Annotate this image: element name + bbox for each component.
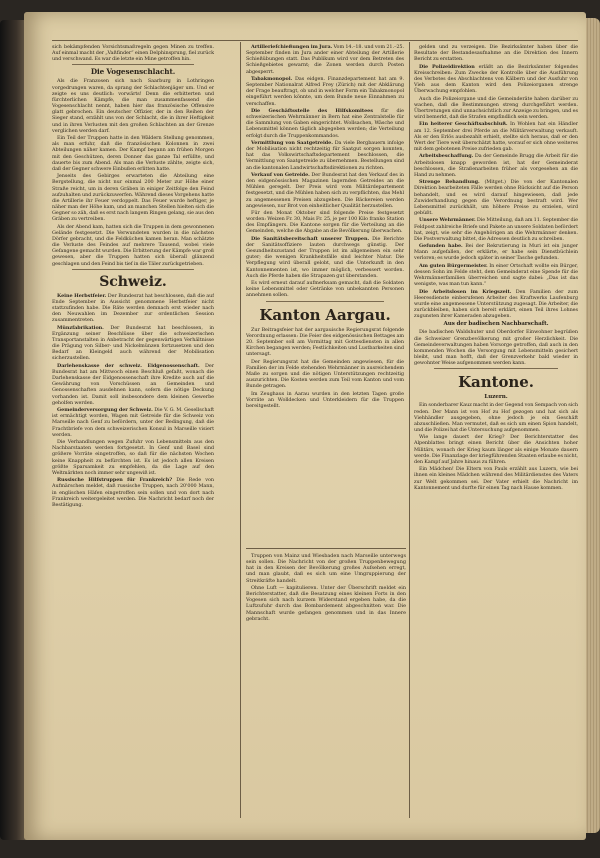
article-paragraph: Wie lange dauert der Krieg? Der Berichterstatter des Alpenblattes bringt einen Bericht über die Ansichten hoher Militärs, wonach der Krieg kaum länger als einige Monate dauern werde. Die Finanzlage der kriegführenden Staaten erlaube es nicht, den Kampf auf Jahre hinaus zu führen. — [414, 434, 578, 465]
top-rule — [52, 40, 578, 41]
news-item-keyword: Strenge Behandlung. — [419, 179, 480, 186]
news-item-keyword: Keine Herbstfeier. — [57, 292, 107, 299]
news-item — [52, 363, 214, 406]
news-item — [246, 108, 404, 139]
news-item-text: Der Bundesrat hat beschlossen, daß die auf Ende September in Aussicht genommene Herbstfeier nicht stattzufinden habe. Die Räte werden demnach erst wieder nach den Neuwahlen im Dezember zur ordentlichen Session zusammentreten. — [52, 292, 214, 324]
news-item-text: Der Bundesrat hat den Verkauf des in den eidgenössischen Magazinen lagernden Getreides an die Mühlen geregelt. Der Preis wird vom Militärdepartement festgesetzt, und die Mühlen haben sich zu verpflichten, das Mehl zu angemessenen Preisen abzugeben. Die Bäckereien werden angewiesen, nur Brot von einheitlicher Qualität herzustellen. — [246, 171, 404, 209]
news-item-text: Den Familien der zum Heeresdienste einberufenen Arbeiter des Kraftwerks Laufenburg wurde eine angemessene Unterstützung zugesagt. Die Arbeiter, die zurückbleiben, haben sich bereit erklärt, einen Teil ihres Lohnes zugunsten ihrer Kameraden abzugeben. — [414, 288, 578, 320]
news-item-text: Es wird erneut darauf aufmerksam gemacht, daß die Soldaten keine Lebensmittel oder Getränke von unbekannten Personen annehmen sollen. — [246, 280, 404, 299]
news-item-keyword: Die Polizeidirektion — [419, 63, 475, 70]
separator — [434, 368, 558, 369]
news-item-text: Für den Monat Oktober sind folgende Preise festgesetzt worden: Weizen Fr. 30, Mais Fr. 25, je per 100 Kilo franko Station des Empfängers. Die Kantone sorgen für die Verteilung an die Gemeinden, welche die Abgabe an die Bevölkerung überwachen. — [246, 210, 404, 235]
news-item — [414, 217, 578, 242]
news-item-keyword: Vermittlung von Saatgetreide. — [251, 139, 333, 146]
news-item — [246, 236, 404, 279]
article-paragraph: Jenseits des Gebirges erwarteten die Abteilung eine Bergstellung, die nicht nur einmal 200 Meter zur Höhe einer Straße reicht, um in deren Gräben in einiger Zeitfolge den Feind aufzuhalten und zurückzuwerfen. Während dieses Vorgehens hatte die Artillerie ihr Feuer verdoppelt. Das Feuer wurde heftiger, je näher man der Höhe kam, und an manchen Stellen hielten sich die Gegner so zäh, daß es erst nach langem Ringen gelang, sie aus den Gräben zu vertreiben. — [52, 173, 214, 223]
news-item-keyword: Darlehenskasse der schweiz. Eidgenossenschaft. — [57, 362, 200, 369]
news-item — [246, 44, 404, 75]
news-item-text: Der Bundesrat hat beschlossen, in Ergänzung seiner Beschlüsse über die schweizerischen Transportanstalten in Anbetracht der gegenwärtigen Verhältnisse die Prägung von Silber- und Nickelmünzen fortzusetzen und den Bedarf an Kleingeld auch während der Mobilisation sicherzustellen. — [52, 324, 214, 362]
separator — [266, 301, 384, 302]
article-paragraph: Ohne Luft — kapitulieren. Unter der Überschrift meldet ein Berichterstatter, daß die Besatzung eines kleinen Forts in den Vogesen sich nach kurzem Widerstand ergeben habe, da die Luftzufuhr durch das Bombardement abgeschnitten war. Die Mannschaft wurde gefangen genommen und in das Innere gebracht. — [246, 584, 406, 622]
article-paragraph: Die badischen Waldshuter und Oberdorfer Einwohner begrüßen die Schweizer Grenzbevölkerung mit großer Herzlichkeit. Die Gemeindeverwaltungen haben Vorsorge getroffen, daß auch in den kommenden Wochen die Versorgung mit Lebensmitteln gesichert bleibt, und man hofft, daß der Grenzverkehr bald wieder in gewohnter Weise aufgenommen werden kann. — [414, 329, 578, 367]
article-paragraph: Als der Abend kam, hatten sich die Truppen in dem gewonnenen Gelände festgesetzt. Die Verwundeten wurden in die nächsten Dörfer gebracht, und die Feldküchen kamen heran. Man schätzte die Verluste des Feindes auf mehrere Tausend, wobei viele Gefangene gemacht wurden. Die Erbitterung der Kämpfe war groß gewesen, aber die Truppen hatten sich überall glänzend geschlagen und den Feind bis tief in die Täler zurückgetrieben. — [52, 223, 214, 267]
news-item-text: Bei der Rekrutierung in Muri ist ein junger Mann aufgefallen, der erklärte, er habe sein Dienstbüchlein verloren; es wurde jedoch später in seiner Tasche gefunden. — [414, 243, 578, 262]
article-paragraph: Ein sonderbarer Kauz macht in der Gegend von Sempach von sich reden. Der Mann ist von Hof zu Hof gezogen und hat sich als Viehhändler ausgegeben, ohne jedoch je ein Geschäft abzuschließen. Man vermutet, daß es sich um einen Spion handelt, und die Polizei hat die Untersuchung aufgenommen. — [414, 402, 578, 433]
news-item — [52, 407, 214, 438]
article-title-nachbarschaft: Aus der badischen Nachbarschaft. — [443, 321, 549, 328]
news-item — [414, 121, 578, 152]
news-item — [52, 477, 214, 508]
column-1 — [52, 44, 214, 816]
news-item-keyword: Münzfabrikation. — [57, 324, 104, 331]
separator — [72, 269, 194, 270]
news-item — [414, 263, 578, 288]
subheading-luzern: Luzern. — [484, 394, 508, 401]
column-2-lower — [246, 553, 406, 816]
news-item — [246, 280, 404, 298]
news-item-text: Die Berichte der Sanitätsoffiziere lauten durchwegs günstig. Der Gesundheitszustand der Truppen ist im allgemeinen ein sehr guter; die wenigen Krankheitsfälle sind leichter Natur. Die Verpflegung wird überall gelobt, und die Unterkunft in den Kantonnementen ist, wo immer möglich, verbessert worden. Auch die Pferde haben die Strapazen gut überstanden. — [246, 235, 404, 279]
article-paragraph: Ein Teil der Truppen hatte in den Wäldern Stellung genommen, als man erfuhr, daß die französischen Kolonnen in zwei Abteilungen näher kamen. Der Kampf begann am frühen Morgen mit den Geschützen, deren Donner das ganze Tal erfüllte, und dauerte bis zum Abend. Als man die Verluste zählte, zeigte sich, daß der Gegner schwere Einbußen erlitten hatte. — [52, 135, 214, 172]
news-item-keyword: Russische Hilfstruppen für Frankreich? — [57, 477, 173, 484]
news-item — [246, 172, 404, 209]
news-item-text: In einer Ortschaft wollte ein Bürger, dessen Sohn im Felde steht, dem Gemeinderat eine Spende für die Wehrmännerfamilien überreichen und sagte dabei: „Das ist das wenigste, was man tun kann.“ — [414, 262, 578, 288]
news-item-keyword: Die Geschäftsstelle des Hilfskomitees — [251, 107, 373, 114]
news-item-text: für die schweizerischen Wehrmänner in Bern hat eine Zentralstelle für die Sammlung von Gaben eingerichtet. Wollsachen, Wäsche und Lebensmittel können täglich abgegeben werden; die Verteilung erfolgt durch die Truppenkommandos. — [246, 107, 404, 139]
news-item-keyword: Gefunden habe. — [419, 243, 463, 250]
article-title-vogesen: Die Vogesenschlacht. — [90, 67, 176, 77]
news-item — [246, 140, 404, 171]
news-item-keyword: Arbeitsbeschaffung. — [419, 153, 474, 160]
newspaper-page — [24, 12, 586, 840]
news-item-keyword: Verkauf von Getreide. — [251, 171, 310, 178]
article-paragraph: Zur Beitragsfeier hat der aargauische Regierungsrat folgende Verordnung erlassen: Die Feier des eidgenössischen Bettages am 20. September soll am Vormittag mit Gottesdiensten in allen Kirchen begangen werden; Festlichkeiten und Lustbarkeiten sind untersagt. — [246, 326, 404, 358]
column-2-rule — [246, 548, 406, 549]
column-rule-2 — [409, 42, 410, 818]
news-item — [414, 64, 578, 95]
news-item — [52, 439, 214, 476]
news-item-text: gelden und zu verzeigen. Die Bezirksämter haben über die Resultate der Bestandesaufnahme an die Direktion des Innern Bericht zu erstatten. — [414, 44, 578, 63]
news-item-text: Die Verhandlungen wegen Zufuhr von Lebensmitteln aus den Nachbarstaaten werden fortgesetzt. In Genf und Basel sind größere Vorräte eingetroffen, so daß für die nächsten Wochen keine Knappheit zu befürchten ist. Es ist jedoch allen Kreisen größte Sparsamkeit zu empfehlen, da die Lage auf den Weltmärkten noch immer sehr ungewiß ist. — [52, 439, 214, 476]
news-item-text: (Mitget.) Die von der Kantonalen Direktion bearbeiteten Fälle werden ohne Rücksicht auf die Person behandelt, und es wird darauf hingewiesen, daß jede Zuwiderhandlung gegen die Verordnung bestraft wird. Wer Lebensmittel zurückhält, um höhere Preise zu erzielen, wird gebüßt. — [414, 179, 578, 216]
section-heading-aargau: Kanton Aargau. — [259, 305, 391, 324]
intro-paragraph: sich bekämpfenden Vorsichtsmaßregeln gegen Minen zu treffen. Auf einmal macht der „Vaßfinder“ einen Delphinsprung, fiel zurück und verschwand. Es war die letzte ein Mine getroffen hin. — [52, 44, 214, 63]
news-item-text: Die Mitteilung, daß am 11. September die Feldpost zahlreiche Briefe und Pakete an unsere Soldaten befördert hat, zeigt, wie sehr die Angehörigen an die Wehrmänner denken. Die Postverwaltung bittet, die Adressen deutlich zu schreiben. — [414, 217, 578, 242]
news-item-text: Da der Gemeinde Brugg die Arbeit für die Arbeitslosen knapp geworden ist, hat der Gemeinderat beschlossen, die Straßenarbeiten früher als vorgesehen an die Hand zu nehmen. — [414, 153, 578, 178]
section-heading-kantone: Kantone. — [458, 373, 534, 392]
article-paragraph: Als die Franzosen sich nach Saarburg in Lothringen vorgedrungen waren, da sprang der Schlachtenjäger um. Und er zeigte es uns deutlich: vorwärts! Denn die erbitterten und fürchterlichen Kämpfe, die man zusammenfassend die Vogesenschlacht nennt, haben hier das französische Offensive glatt gebrochen. Ein deutscher Offizier, der in den Reihen der Sieger stand, erzählt uns von der Schlacht, die in ihrer Heftigkeit und in ihren Verlusten mit den großen Schlachten an der Grenze verglichen werden darf. — [52, 78, 214, 134]
news-item-text: Die V. G. M. Gesellschaft ist ermächtigt worden, Wagen mit Getreide für die Schweiz von Marseille nach Genf zu befördern, unter der Bedingung, daß die Frachtbriefe von dem schweizerischen Konsul in Marseille visiert werden. — [52, 407, 214, 438]
news-item-keyword: Die Arbeitslosen im Kriegszeit. — [419, 288, 512, 295]
news-item-text: erläßt an die Bezirksämter folgendes Kreisschreiben: Zum Zwecke der Kontrolle über die Ausführung des Verbotes des Abschlachtens von Kälbern und der Ausfuhr von Vieh aus dem Kanton wird den Polizeiorganen strenge Überwachung empfohlen. — [414, 63, 578, 95]
news-item-keyword: Ein heiterer Geschäftsabschluß. — [419, 121, 508, 128]
news-item-keyword: Tabakmonopol. — [251, 75, 293, 82]
news-item — [414, 243, 578, 261]
news-item-keyword: Artilleriefchießungen im Jura. — [251, 44, 333, 50]
news-item-keyword: Gemeinderversorgung der Schweiz. — [57, 407, 153, 414]
news-item-text: Auch die Polizeiorgane und die Gemeinderäte haben darüber zu wachen, daß die Bestimmungen streng durchgeführt werden. Übertretungen sind unnachsichtlich zur Anzeige zu bringen, und es wird bemerkt, daß die Strafen empfindlich sein werden. — [414, 95, 578, 121]
news-item — [414, 44, 578, 62]
news-item-text: Die Rede von Aufmärschen meldet, daß russische Truppen, nach 20'000 Mann, in englischen Häfen eingetroffen sein sollen und von dort nach Frankreich weitergeleitet werden. Die Nachricht bedarf noch der Bestätigung. — [52, 477, 214, 508]
news-item — [414, 289, 578, 320]
news-item — [414, 96, 578, 121]
news-item — [246, 76, 404, 107]
column-3 — [414, 44, 578, 816]
news-item-keyword: Unsere Wehrmänner. — [419, 217, 476, 224]
news-item-keyword: Am guten Bürgermeister. — [419, 262, 488, 269]
news-item — [414, 153, 578, 178]
column-2 — [246, 44, 404, 552]
article-paragraph: Der Regierungsrat hat die Gemeinden angewiesen, für die Familien der im Felde stehenden Wehrmänner in ausreichendem Maße zu sorgen und die nötigen Unterstützungen rechtzeitig auszurichten. Die Kosten werden zum Teil vom Kanton und vom Bunde getragen. — [246, 358, 404, 390]
column-rule-1 — [240, 42, 241, 818]
news-item-text: In Wohlen hat ein Händler am 12. September drei Pferde an die Militärverwaltung verkauft. Als er den Erlös ausbezahlt erhielt, stellte sich heraus, daß er den Wert der Tiere weit überschätzt hatte, worauf er sich ohne weiteres mit dem gebotenen Preise zufrieden gab. — [414, 121, 578, 153]
article-paragraph: Ein Mädchen! Die Eltern von Pauls erzählt aus Luzern, wie bei ihnen ein kleines Mädchen während des Militärdienstes des Vaters zur Welt gekommen sei. Der Vater erhielt die Nachricht im Kantonnement und durfte für einen Tag nach Hause kommen. — [414, 466, 578, 491]
news-item — [414, 179, 578, 216]
news-item-text: Da viele Bergbauern infolge der Mobilisation nicht rechtzeitig für Saatgut sorgen konnten, hat das Volkswirtschaftsdepartement beschlossen, die Vermittlung von Saatgetreide zu übernehmen. Bestellungen sind an die kantonalen Landwirtschaftsdirektionen zu richten. — [246, 139, 404, 171]
news-item-keyword: Die Sanitätsbereitschaft unserer Truppen. — [251, 235, 370, 242]
article-paragraph: Im Zeughaus in Aarau wurden in den letzten Tagen große Vorräte an Wolldecken und Unterkleidern für die Truppen bereitgestellt. — [246, 390, 404, 409]
section-heading-schweiz: Schweiz. — [99, 273, 167, 290]
news-item-text: Das eidgen. Finanzdepartement hat am 9. September Nationalrat Alfred Frey (Zürich) mit der Abklärung der Frage beauftragt, ob und in welcher Form ein Tabakmonopol eingeführt werden könnte, um dem Bunde neue Einnahmen zu verschaffen. — [246, 75, 404, 107]
news-item-text: Der Bundesrat hat am Mittwoch einen Beschluß gefaßt, wonach die Darlehenskasse der Eidgenossenschaft ihre Kredite auch auf die Gewährung von Vorschüssen an Gemeinden und Genossenschaften ausdehnen kann, sofern die nötige Deckung vorhanden ist. Damit soll insbesondere dem kleinen Gewerbe geholfen werden. — [52, 362, 214, 406]
news-item — [246, 210, 404, 235]
article-paragraph: Truppen von Mainz und Wiesbaden nach Marseille unterwegs sein sollen. Die Nachricht von der großen Truppenbewegung hat in den Kreisen der Bevölkerung großes Aufsehen erregt, und man glaubt, daß es sich um eine Umgruppierung der Streitkräfte handelt. — [246, 553, 406, 584]
separator — [72, 64, 194, 65]
news-item — [52, 293, 214, 324]
news-item-text: Vom 14.–18. und vom 21.–25. September finden im Jura ander einer Abteilung der Artillerie Schießübungen statt. Das Publikum wird vor dem Betreten des Schießgebietes gewarnt; die Zonen werden durch Posten abgesperrt. — [246, 44, 404, 75]
news-item — [52, 325, 214, 362]
